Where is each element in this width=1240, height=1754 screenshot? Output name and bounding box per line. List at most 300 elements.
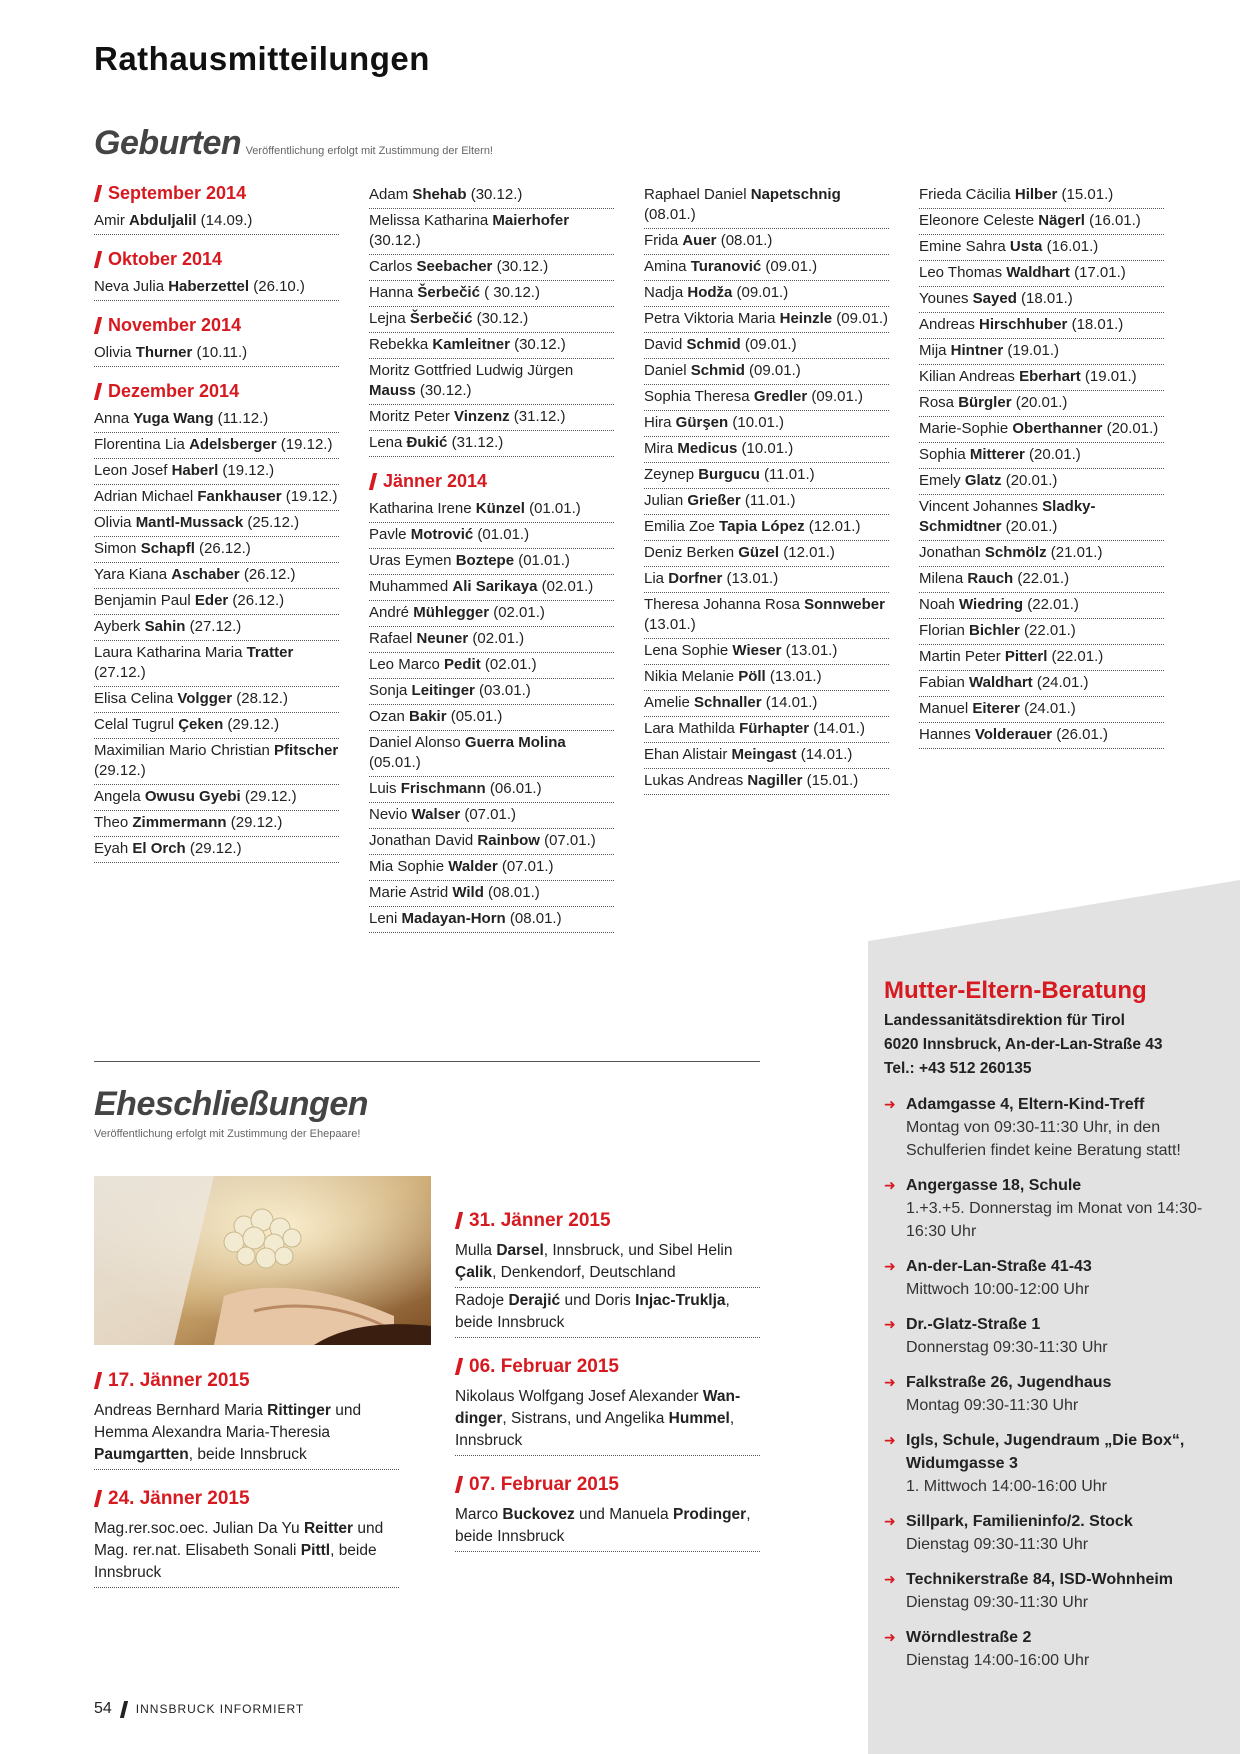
birth-first-name: Andreas <box>919 316 980 333</box>
birth-entry <box>94 563 339 589</box>
birth-last-name: Boztepe <box>455 552 515 569</box>
location-name: ➜ An-der-Lan-Straße 41-43 <box>884 1255 1224 1278</box>
birth-last-name: Abduljalil <box>129 212 197 229</box>
birth-date: (20.01.) <box>1102 420 1159 437</box>
birth-date: (19.01.) <box>1080 368 1137 385</box>
birth-entry <box>919 723 1164 749</box>
marriage-text: Marco <box>455 1506 503 1523</box>
birth-last-name: Pedit <box>444 656 481 673</box>
birth-date: (09.01.) <box>832 310 888 327</box>
marriage-date: 24. Jänner 2015 <box>94 1488 399 1510</box>
birth-entry <box>919 339 1164 365</box>
birth-date: (21.01.) <box>1046 544 1103 561</box>
birth-first-name: Leni <box>369 910 402 927</box>
birth-entry <box>369 679 614 705</box>
birth-first-name: Ozan <box>369 708 410 725</box>
birth-first-name: André <box>369 604 414 621</box>
birth-date: (13.01.) <box>644 616 696 633</box>
birth-last-name: Glatz <box>964 472 1002 489</box>
birth-last-name: Eder <box>194 592 229 609</box>
marriage-entry <box>94 1398 399 1470</box>
birth-first-name: Nikia Melanie <box>644 668 739 685</box>
birth-last-name: Waldhart <box>969 674 1033 691</box>
birth-first-name: Martin Peter <box>919 648 1005 665</box>
location-name: ➜ Igls, Schule, Jugendraum „Die Box“, Widumgasse 3 <box>884 1429 1224 1475</box>
location-name: ➜ Angergasse 18, Schule <box>884 1174 1224 1197</box>
birth-date: (24.01.) <box>1019 700 1076 717</box>
birth-entry <box>94 739 339 785</box>
birth-entry <box>644 593 889 639</box>
birth-date: (20.01.) <box>1011 394 1068 411</box>
birth-first-name: Nevio <box>369 806 412 823</box>
month-heading: November 2014 <box>94 315 339 335</box>
birth-last-name: Volderauer <box>974 726 1053 743</box>
birth-first-name: Lia <box>644 570 669 587</box>
birth-entry <box>644 691 889 717</box>
birth-entry <box>919 365 1164 391</box>
birth-date: (25.12.) <box>243 514 300 531</box>
birth-date: (29.12.) <box>94 762 146 779</box>
birth-entry <box>94 485 339 511</box>
page-title: Rathausmitteilungen <box>94 40 430 77</box>
birth-entry <box>919 567 1164 593</box>
birth-date: (16.01.) <box>1084 212 1141 229</box>
birth-last-name: Seebacher <box>416 258 493 275</box>
birth-first-name: Uras Eymen <box>369 552 456 569</box>
location-hours: 1. Mittwoch 14:00-16:00 Uhr <box>906 1478 1107 1495</box>
birth-last-name: Šerbečić <box>409 310 473 327</box>
birth-first-name: Vincent Johannes <box>919 498 1043 515</box>
birth-date: (13.01.) <box>722 570 779 587</box>
marriage-date: 31. Jänner 2015 <box>455 1210 760 1232</box>
birth-first-name: Celal Tugrul <box>94 716 179 733</box>
beratung-address: 6020 Innsbruck, An-der-Lan-Straße 43 <box>884 1036 1163 1053</box>
beratung-location <box>884 1255 1224 1301</box>
birth-date: (06.01.) <box>485 780 542 797</box>
marriage-surname: Prodinger <box>673 1506 747 1523</box>
birth-first-name: Eyah <box>94 840 133 857</box>
birth-last-name: Dorfner <box>668 570 723 587</box>
birth-entry <box>94 589 339 615</box>
marriage-text: Andreas Bernhard Maria <box>94 1402 268 1419</box>
birth-first-name: Milena <box>919 570 968 587</box>
wedding-photo <box>94 1176 431 1345</box>
birth-first-name: Moritz Peter <box>369 408 455 425</box>
birth-entry <box>644 489 889 515</box>
birth-last-name: Tapia López <box>719 518 805 535</box>
birth-date: (20.01.) <box>1024 446 1081 463</box>
birth-last-name: Bakir <box>409 708 447 725</box>
birth-first-name: Ehan Alistair <box>644 746 732 763</box>
birth-entry <box>644 255 889 281</box>
birth-entry <box>369 653 614 679</box>
beratung-phone: Tel.: +43 512 260135 <box>884 1060 1032 1077</box>
birth-date: (05.01.) <box>369 754 421 771</box>
birth-date: (30.12.) <box>466 186 523 203</box>
birth-entry <box>369 829 614 855</box>
birth-last-name: Künzel <box>475 500 525 517</box>
birth-first-name: Zeynep <box>644 466 699 483</box>
marriage-text: , beide Innsbruck <box>94 1542 377 1581</box>
birth-first-name: Manuel <box>919 700 973 717</box>
birth-date: (08.01.) <box>644 206 696 223</box>
birth-last-name: Zimmermann <box>132 814 227 831</box>
birth-first-name: Amir <box>94 212 129 229</box>
birth-last-name: Nägerl <box>1038 212 1085 229</box>
birth-first-name: Lena Sophie <box>644 642 733 659</box>
birth-entry <box>919 313 1164 339</box>
birth-entry <box>919 391 1164 417</box>
birth-date: (30.12.) <box>415 382 472 399</box>
birth-date: (26.12.) <box>228 592 285 609</box>
birth-first-name: Rafael <box>369 630 417 647</box>
birth-date: (02.01.) <box>468 630 525 647</box>
birth-first-name: Lejna <box>369 310 410 327</box>
birth-first-name: Daniel Alonso <box>369 734 465 751</box>
birth-first-name: Olivia <box>94 514 136 531</box>
birth-first-name: Angela <box>94 788 145 805</box>
birth-first-name: Amina <box>644 258 691 275</box>
birth-entry <box>919 541 1164 567</box>
birth-date: (10.11.) <box>192 344 248 361</box>
beratung-location <box>884 1174 1224 1243</box>
birth-date: (22.01.) <box>1013 570 1070 587</box>
birth-date: (11.12.) <box>213 410 269 427</box>
marriage-date: 07. Februar 2015 <box>455 1474 760 1496</box>
marriage-text: Mulla <box>455 1242 497 1259</box>
birth-last-name: Sladky-Schmidtner <box>919 498 1096 535</box>
beratung-location <box>884 1313 1224 1359</box>
location-hours: Dienstag 14:00-16:00 Uhr <box>906 1652 1090 1669</box>
birth-last-name: Rainbow <box>477 832 540 849</box>
birth-last-name: Schmid <box>690 362 745 379</box>
birth-first-name: Melissa Katharina <box>369 212 493 229</box>
birth-first-name: Lara Mathilda <box>644 720 740 737</box>
birth-date: (17.01.) <box>1069 264 1126 281</box>
birth-last-name: Grießer <box>687 492 741 509</box>
birth-date: (19.12.) <box>281 488 338 505</box>
birth-date: (19.12.) <box>276 436 333 453</box>
birth-last-name: Owusu Gyebi <box>144 788 241 805</box>
birth-entry <box>369 803 614 829</box>
birth-last-name: Thurner <box>135 344 193 361</box>
birth-date: (01.01.) <box>514 552 570 569</box>
births-heading <box>94 124 493 163</box>
marriage-date: 06. Februar 2015 <box>455 1356 760 1378</box>
birth-date: (31.12.) <box>509 408 566 425</box>
birth-first-name: Emilia Zoe <box>644 518 720 535</box>
birth-entry <box>644 437 889 463</box>
birth-last-name: Auer <box>682 232 717 249</box>
birth-date: (07.01.) <box>460 806 517 823</box>
birth-date: (26.12.) <box>194 540 251 557</box>
birth-entry <box>369 307 614 333</box>
birth-first-name: Jonathan David <box>369 832 478 849</box>
marriage-text: und Hemma Alexandra Maria-Theresia <box>94 1402 362 1441</box>
birth-entry <box>644 567 889 593</box>
birth-entry <box>644 307 889 333</box>
births-note: Veröffentlichung erfolgt mit Zustimmung der Eltern! <box>245 145 493 157</box>
marriages-title: Eheschließungen <box>94 1085 368 1123</box>
marriage-text: , beide Innsbruck <box>455 1506 751 1545</box>
birth-date: (10.01.) <box>737 440 794 457</box>
birth-entry <box>919 593 1164 619</box>
birth-last-name: Madayan-Horn <box>401 910 506 927</box>
birth-date: (29.12.) <box>223 716 280 733</box>
birth-entry <box>94 811 339 837</box>
birth-last-name: Bürgler <box>958 394 1012 411</box>
birth-date: (11.01.) <box>740 492 796 509</box>
birth-first-name: Olivia <box>94 344 136 361</box>
birth-date: (22.01.) <box>1023 596 1079 613</box>
birth-date: (09.01.) <box>807 388 864 405</box>
marriage-surname: Rittinger <box>267 1402 331 1419</box>
birth-first-name: Noah <box>919 596 960 613</box>
birth-date: (14.01.) <box>761 694 818 711</box>
birth-last-name: Napetschnig <box>750 186 841 203</box>
birth-first-name: Hira <box>644 414 676 431</box>
birth-date: (09.01.) <box>761 258 818 275</box>
birth-first-name: Yara Kiana <box>94 566 172 583</box>
birth-date: (08.01.) <box>716 232 773 249</box>
birth-last-name: Tratter <box>246 644 294 661</box>
birth-last-name: Wild <box>452 884 484 901</box>
birth-first-name: Frida <box>644 232 683 249</box>
birth-first-name: Leon Josef <box>94 462 172 479</box>
birth-entry <box>919 697 1164 723</box>
month-heading: Oktober 2014 <box>94 249 339 269</box>
birth-entry <box>94 341 339 367</box>
birth-date: (22.01.) <box>1019 622 1076 639</box>
birth-first-name: Leo Thomas <box>919 264 1007 281</box>
birth-entry <box>94 615 339 641</box>
birth-last-name: Mauss <box>369 382 416 399</box>
birth-first-name: Pavle <box>369 526 411 543</box>
birth-first-name: Lena <box>369 434 407 451</box>
birth-last-name: Fürhapter <box>739 720 810 737</box>
birth-first-name: Emely <box>919 472 965 489</box>
birth-date: (02.01.) <box>489 604 545 621</box>
birth-last-name: Walser <box>411 806 461 823</box>
marriage-entry <box>455 1502 760 1552</box>
birth-last-name: Volgger <box>177 690 233 707</box>
birth-date: (26.01.) <box>1052 726 1108 743</box>
birth-date: (22.01.) <box>1047 648 1104 665</box>
marriage-group <box>455 1210 760 1338</box>
birth-date: (02.01.) <box>480 656 537 673</box>
birth-entry <box>644 281 889 307</box>
location-name: ➜ Falkstraße 26, Jugendhaus <box>884 1371 1224 1394</box>
birth-entry <box>919 645 1164 671</box>
location-hours: Montag von 09:30-11:30 Uhr, in den Schulferien findet keine Beratung statt! <box>906 1119 1181 1159</box>
birth-first-name: Marie Astrid <box>369 884 453 901</box>
birth-first-name: Maximilian Mario Christian <box>94 742 275 759</box>
birth-last-name: Usta <box>1009 238 1043 255</box>
marriage-text: , Innsbruck, und Sibel Helin <box>543 1242 733 1259</box>
beratung-location <box>884 1429 1224 1498</box>
location-hours: Dienstag 09:30-11:30 Uhr <box>906 1536 1089 1553</box>
birth-first-name: Kilian Andreas <box>919 368 1020 385</box>
birth-last-name: Bichler <box>969 622 1020 639</box>
marriage-entry <box>455 1384 760 1456</box>
birth-date: (05.01.) <box>446 708 503 725</box>
birth-entry <box>369 575 614 601</box>
birth-entry <box>369 601 614 627</box>
birth-last-name: Adelsberger <box>189 436 277 453</box>
month-heading: September 2014 <box>94 183 339 203</box>
birth-last-name: Guerra Molina <box>464 734 566 751</box>
beratung-location <box>884 1510 1224 1556</box>
birth-first-name: Simon <box>94 540 141 557</box>
birth-date: (30.12.) <box>369 232 421 249</box>
birth-first-name: Florian <box>919 622 970 639</box>
birth-entry <box>369 777 614 803</box>
birth-entry <box>94 275 339 301</box>
birth-first-name: Emine Sahra <box>919 238 1010 255</box>
birth-first-name: Benjamin Paul <box>94 592 195 609</box>
birth-first-name: Adrian Michael <box>94 488 198 505</box>
birth-date: (30.12.) <box>509 336 566 353</box>
marriage-surname: Injac-Truklja <box>635 1292 726 1309</box>
location-hours: Donnerstag 09:30-11:30 Uhr <box>906 1339 1108 1356</box>
birth-date: (27.12.) <box>94 664 146 681</box>
birth-first-name: Moritz Gottfried Ludwig Jürgen <box>369 362 574 379</box>
birth-entry <box>94 209 339 235</box>
location-hours: Mittwoch 10:00-12:00 Uhr <box>906 1281 1090 1298</box>
birth-first-name: Neva Julia <box>94 278 169 295</box>
birth-date: (09.01.) <box>740 336 797 353</box>
birth-entry <box>919 443 1164 469</box>
beratung-title: Mutter-Eltern-Beratung <box>884 977 1147 1004</box>
birth-entry <box>94 511 339 537</box>
birth-last-name: Meingast <box>731 746 797 763</box>
birth-first-name: David <box>644 336 687 353</box>
birth-first-name: Leo Marco <box>369 656 445 673</box>
birth-entry <box>919 183 1164 209</box>
birth-entry <box>369 209 614 255</box>
marriage-text: , beide Innsbruck <box>455 1292 730 1331</box>
birth-date: (07.01.) <box>539 832 596 849</box>
birth-date: (19.12.) <box>218 462 275 479</box>
birth-last-name: Gredler <box>753 388 808 405</box>
birth-date: (09.01.) <box>744 362 801 379</box>
marriage-surname: Darsel <box>496 1242 544 1259</box>
birth-last-name: Haberzettel <box>168 278 250 295</box>
birth-entry <box>644 411 889 437</box>
birth-last-name: Schnaller <box>694 694 762 711</box>
birth-entry <box>919 209 1164 235</box>
birth-entry <box>369 627 614 653</box>
mutter-eltern-beratung <box>884 977 1224 1672</box>
birth-first-name: Nadja <box>644 284 688 301</box>
birth-last-name: Đukić <box>406 434 448 451</box>
births-column-3 <box>644 183 889 795</box>
birth-last-name: Rauch <box>967 570 1014 587</box>
location-name: ➜ Dr.-Glatz-Straße 1 <box>884 1313 1224 1336</box>
birth-entry <box>919 495 1164 541</box>
birth-last-name: Nagiller <box>747 772 803 789</box>
birth-date: (15.01.) <box>802 772 859 789</box>
birth-date: (26.12.) <box>239 566 296 583</box>
birth-date: (08.01.) <box>483 884 540 901</box>
birth-first-name: Petra Viktoria Maria <box>644 310 780 327</box>
birth-last-name: Šerbečić <box>417 284 480 301</box>
birth-date: (02.01.) <box>537 578 594 595</box>
birth-last-name: Pitterl <box>1004 648 1048 665</box>
marriage-surname: Wan-dinger <box>455 1388 741 1427</box>
birth-date: (12.01.) <box>804 518 861 535</box>
birth-first-name: Elisa Celina <box>94 690 178 707</box>
birth-last-name: Gürşen <box>675 414 729 431</box>
birth-entry <box>94 785 339 811</box>
birth-date: (14.09.) <box>196 212 253 229</box>
birth-last-name: Ali Sarikaya <box>452 578 538 595</box>
birth-last-name: Motrović <box>410 526 474 543</box>
birth-first-name: Lukas Andreas <box>644 772 748 789</box>
birth-date: (20.01.) <box>1001 518 1058 535</box>
birth-first-name: Julian <box>644 492 688 509</box>
marriage-group <box>455 1356 760 1456</box>
birth-entry <box>94 837 339 863</box>
birth-first-name: Anna <box>94 410 134 427</box>
birth-last-name: Yuga Wang <box>133 410 214 427</box>
birth-last-name: Burgucu <box>698 466 760 483</box>
birth-last-name: Vinzenz <box>454 408 510 425</box>
location-name: ➜ Sillpark, Familieninfo/2. Stock <box>884 1510 1224 1533</box>
marriage-surname: Pittl <box>300 1542 331 1559</box>
birth-last-name: Eberhart <box>1019 368 1081 385</box>
birth-first-name: Fabian <box>919 674 970 691</box>
births-column-1 <box>94 183 339 863</box>
birth-last-name: Wieser <box>732 642 782 659</box>
birth-last-name: Mühlegger <box>413 604 490 621</box>
birth-entry <box>644 183 889 229</box>
birth-entry <box>369 255 614 281</box>
birth-entry <box>369 523 614 549</box>
birth-date: (12.01.) <box>779 544 835 561</box>
birth-entry <box>94 641 339 687</box>
birth-date: (29.12.) <box>240 788 297 805</box>
birth-first-name: Hanna <box>369 284 418 301</box>
birth-first-name: Mia Sophie <box>369 858 449 875</box>
birth-entry <box>94 687 339 713</box>
location-hours: Dienstag 09:30-11:30 Uhr <box>906 1594 1089 1611</box>
birth-last-name: Hintner <box>950 342 1004 359</box>
marriages-note: Veröffentlichung erfolgt mit Zustimmung der Ehepaare! <box>94 1128 361 1140</box>
birth-entry <box>644 333 889 359</box>
birth-first-name: Hannes <box>919 726 975 743</box>
births-column-4 <box>919 183 1164 749</box>
birth-date: (13.01.) <box>781 642 838 659</box>
marriage-text: , Denkendorf, Deutschland <box>492 1264 676 1281</box>
birth-entry <box>644 463 889 489</box>
birth-date: (14.01.) <box>809 720 865 737</box>
birth-last-name: Sonnweber <box>804 596 885 613</box>
marriage-text: und Doris <box>560 1292 636 1309</box>
marriage-date: 17. Jänner 2015 <box>94 1370 399 1392</box>
birth-entry <box>919 469 1164 495</box>
birth-date: (01.01.) <box>473 526 530 543</box>
birth-last-name: Neuner <box>416 630 469 647</box>
birth-first-name: Florentina Lia <box>94 436 190 453</box>
birth-date: (27.12.) <box>185 618 242 635</box>
birth-date: (20.01.) <box>1001 472 1058 489</box>
month-heading: Jänner 2014 <box>369 471 614 491</box>
birth-entry <box>919 287 1164 313</box>
birth-entry <box>369 405 614 431</box>
birth-entry <box>644 541 889 567</box>
birth-entry <box>369 281 614 307</box>
